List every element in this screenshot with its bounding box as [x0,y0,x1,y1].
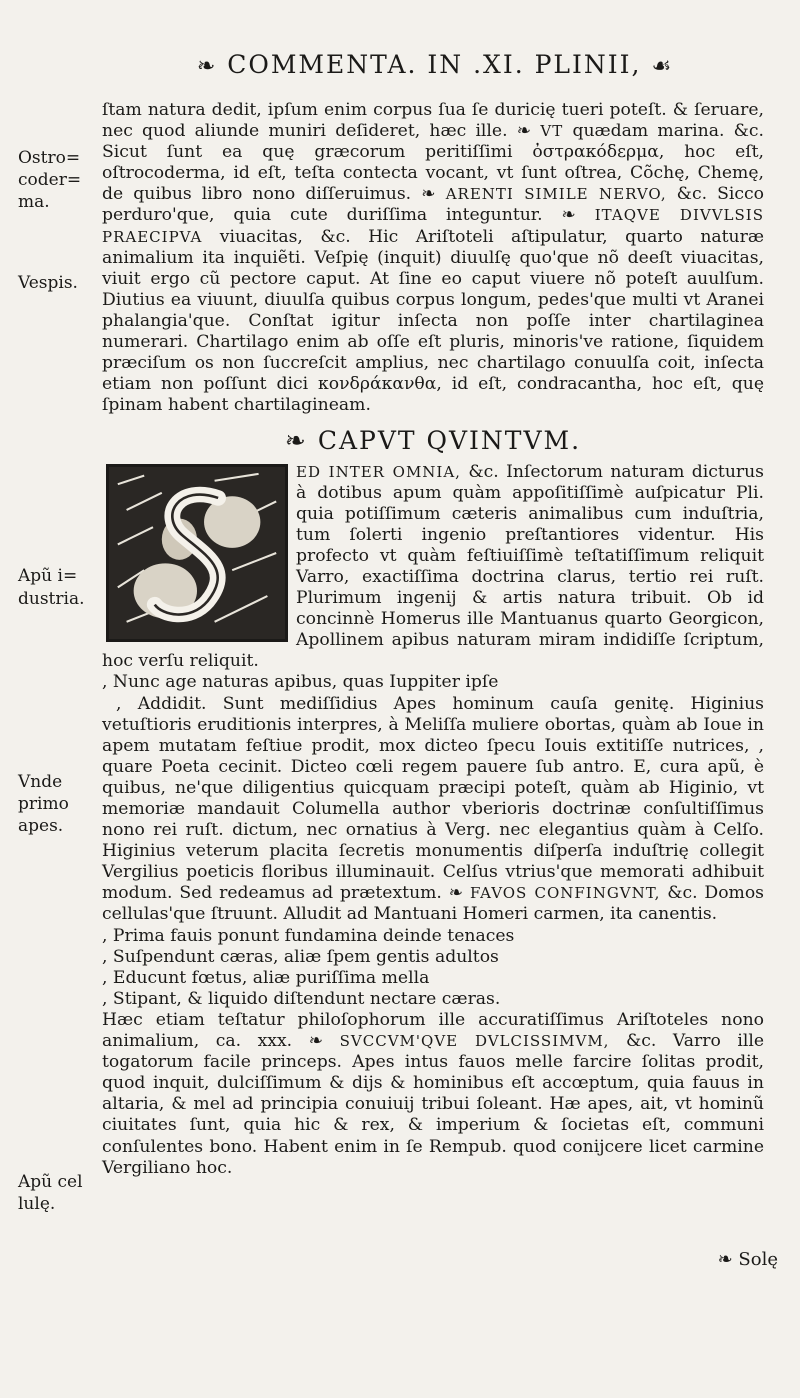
margin-note: coder= [18,170,82,190]
paragraph: ſtam natura dedit, ipſum enim corpus ſua ſe duricię tueri poteſt. & ſeruare, nec quod aliunde muniri deſideret, hæc ille. ❧ VT quædam marina. &c. Sicut ſunt ea quę græcorum peritiſſimi ὀστρακόδερμα, hoc eſt, oſtrocoderma, id eſt, teſta contecta vocant, vt ſunt oſtrea, Cõchę, Chemę, de quibus libro nono diſſeruimus. ❧ ARENTI SIMILE NERVO, &c. Sicco perduro'que, quia cute duriſſima integuntur. ❧ ITAQVE DIVVLSIS PRAECIPVA viuacitas, &c. Hic Ariſtoteli aſtipulatur, quarto naturæ animalium ita inquiẽti. Veſpię (inquit) diuulſę quo'que nõ deeſt viuacitas, viuit ergo cũ pectore caput. At ſine eo caput viuere nõ poteſt auulſum. Diutius ea viuunt, diuulſa quibus corpus longum, pedes'que multi vt Aranei phalangia'que. Conſtat igitur inſecta non poſſe inter chartilaginea numerari. Chartilago enim ab oſſe eſt pluris, minoris've ratione, ſiquidem præciſum os non ſuccreſcit amplius, nec chartilago conuulſa coit, inſecta etiam non poſſunt dici κονδράκανθα, id eſt, condracantha, hoc eſt, quę ſpinam habent chartilagineam. [102,100,765,416]
margin-note: Apũ cel [18,1172,83,1192]
running-header [140,50,730,79]
fleuron-icon: ❧ [308,1031,324,1052]
verse-line: , Stipant, & liquido diſtendunt nectare cæras. [102,988,501,1009]
greek-term: κονδράκανθα [318,374,437,395]
verse-line: , Nunc age naturas apibus, quas Iuppiter ipſe [102,672,499,693]
main-text [102,100,764,1179]
fleuron-icon: ❧ [516,121,532,142]
fleuron-icon: ❧ [561,205,576,226]
catchword: ❧ Solę [717,1249,778,1270]
chapter-heading: ❧ CAPVT QVINTVM. [284,426,582,456]
woodcut-initial-s-icon [106,464,288,642]
margin-note: ma. [18,192,50,212]
fleuron-left-icon: ❧ [196,54,218,79]
fleuron-icon: ❧ [717,1249,733,1270]
fleuron-icon: ❧ [421,184,436,205]
margin-note: apes. [18,816,64,836]
margin-note: dustria. [18,589,85,609]
verse-line: , Suſpendunt cæras, aliæ ſpem gentis adultos [102,946,499,967]
margin-note: Vnde [18,772,63,792]
fleuron-right-icon: ☙ [651,54,674,79]
paragraph: Hæc etiam teſtatur philoſophorum ille accuratiſſimus Ariſtoteles nono animalium, ca. xxx. ❧ SVCCVM'QVE DVLCISSIMVM, &c. Varro ille togatorum facile princeps. Apes intus fauos melle farcire ſolitas prodit, quod inquit, dulciſſimum & dijs & hominibus eſt accœptum, quia fauus in altaria, & mel ad principia conuiuij tribui ſoleant. Hæ apes, ait, vt hominũ ciuitates ſunt, quia hic & rex, & imperium & ſocietas eſt, communi conſulentes bono. Habent enim in ſe Rempub. quod conijcere licet carmine Vergiliano hoc. [102,1009,764,1178]
margin-note: lulę. [18,1194,56,1214]
fleuron-icon: ❧ [448,883,464,904]
margin-note: Vespis. [18,273,78,293]
verse-line: , Prima fauis ponunt fundamina deinde tenaces [102,925,515,946]
margin-note: primo [18,794,69,814]
greek-term: ὀστρακόδερμα [532,142,659,163]
paragraph: ED INTER OMNIA, &c. Inſectorum naturam dicturus à dotibus apum quàm appoſitiſſimè auſpicatur Pli. quia potiſſimum cæteris animalibus cum induſtria, tum ſolerti ingenio preſtantiores videntur. His profecto vt quàm feſtiuiſſimè teſtatiſſimum reliquit Varro, exactiſſima doctrina clarus, tertio rei ruſt. Plurimum ingenij & artis natura tribuit. Ob id concinnè Homerus ille Mantuanus quarto Georgicon, Apollinem apibus naturam miram indidiſſe ſcriptum, hoc verſu reliquit. [102,461,764,672]
margin-note: Apũ i= [18,566,78,586]
verse-line: , Educunt fœtus, aliæ puriſſima mella [102,967,430,988]
fleuron-icon: ❧ [284,426,308,456]
margin-note: Ostro= [18,148,81,168]
verse-line: , Addidit. [116,693,207,714]
page-title: COMMENTA. IN .XI. PLINII, [227,50,642,79]
paragraph: , Addidit. Sunt mediſſidius Apes hominum cauſa genitę. Higinius vetuſtioris eruditionis interpres, à Meliſſa muliere obortas, quàm ab Ioue in apem mutatam feſtiue prodit, mox dicteo ſpecu Iouis extitiſſe nutrices, , quare Poeta cecinit. Dicteo cœli regem pauere ſub antro. E, cura apũ, è quibus, ne'que diligentius quicquam præcipi poteſt, quàm ab Higinio, vt memoriæ mandauit Columella author vberioris doctrinæ conſultiſſimus nono rei ruſt. dictum, nec ornatius à Verg. nec elegantius quàm à Celſo. Higinius veterum placita ſecretis monumentis diſperſa induſtrię collegit Vergilius poeticis floribus illuminauit. Celſus vtrius'que memorati adhibuit modum. Sed redeamus ad prætextum. ❧ FAVOS CONFINGVNT, &c. Domos cellulas'que ſtruunt. Alludit ad Mantuani Homeri carmen, ita canentis. [102,693,765,925]
